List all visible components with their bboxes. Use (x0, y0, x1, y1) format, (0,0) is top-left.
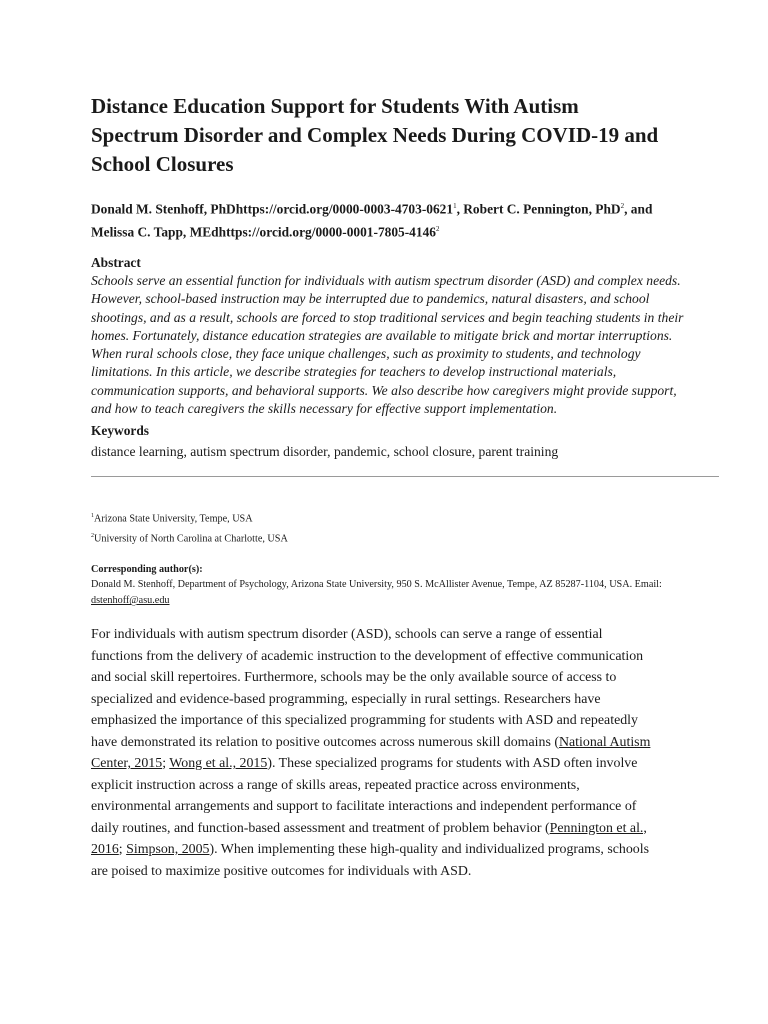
keywords-text: distance learning, autism spectrum disorder, pandemic, school closure, parent training (91, 444, 559, 460)
author-1-name: Donald M. Stenhoff, PhD (91, 201, 236, 217)
affiliation-1-mark: 1 (91, 513, 94, 520)
citation-separator: ; (118, 842, 127, 858)
body-text-part-1: For individuals with autism spectrum disorder (ASD), schools can serve a range of essential functions from the delivery of academic instruction to the development of effective communication and social skill repertoires. Furthermore, schools may be the only available source of access to specialized and evidence-based programming, especially in rural settings. Researchers have emphasized the importance of this specialized programming for students with ASD and repeatedly have demonstrated its relation to positive outcomes across numerous skill domains ( (91, 627, 644, 750)
affiliation-2 (91, 528, 718, 547)
citation-separator: ; (162, 756, 170, 772)
author-line (91, 196, 691, 243)
citation-link-nac-2015[interactable]: National Autism Center, 2015 (91, 734, 651, 772)
author-2-affiliation-mark: 2 (620, 202, 625, 210)
affiliations (91, 508, 718, 547)
author-3-name: , and Melissa C. Tapp, MEd (91, 201, 653, 240)
corresponding-author-email[interactable]: dstenhoff@asu.edu (91, 595, 170, 607)
affiliation-1-text: Arizona State University, Tempe, USA (94, 513, 253, 525)
keywords-heading: Keywords (91, 423, 150, 439)
author-1-affiliation-mark: 1 (453, 202, 457, 210)
author-1-orcid-link[interactable]: https://orcid.org/0000-0003-4703-0621 (235, 201, 454, 217)
author-3-orcid-link[interactable]: https://orcid.org/0000-0001-7805-4146 (218, 224, 436, 240)
affiliation-2-mark: 2 (91, 532, 94, 539)
abstract-text: Schools serve an essential function for individuals with autism spectrum disorder (ASD) and complex needs. However, school-based instruction may be interrupted due to pandemics, natural disasters, and school shootings, and as a result, schools are forced to stop traditional services and begin teaching students in their homes. Fortunately, distance education strategies are available to mitigate brick and mortar interruptions. When rural schools close, they face unique challenges, such as proximity to students, and technology limitations. In this article, we describe strategies for teachers to develop instructional materials, communication supports, and behavioral supports. We also describe how caregivers might provide support, and how to teach caregivers the skills necessary for effective support implementation. (91, 272, 684, 417)
citation-link-wong-2015[interactable]: Wong et al., 2015 (169, 756, 268, 772)
section-divider (91, 476, 719, 477)
author-2-name: , Robert C. Pennington, PhD (456, 201, 621, 217)
body-text-part-3: ). When implementing these high-quality and individualized programs, schools are poised to maximize positive outcomes for individuals with ASD. (91, 842, 650, 879)
author-3-affiliation-mark: 2 (435, 225, 440, 234)
citation-link-pennington-2016[interactable]: Pennington et al., 2016 (91, 820, 647, 858)
corresponding-author-details: Donald M. Stenhoff, Department of Psychology, Arizona State University, 950 S. McAllister Avenue, Tempe, AZ 85287-1104, USA. Email: (91, 579, 662, 591)
affiliation-1 (91, 508, 718, 527)
article-title: Distance Education Support for Students With Autism Spectrum Disorder and Complex Needs During COVID-19 and School Closures (91, 94, 659, 176)
citation-link-simpson-2005[interactable]: Simpson, 2005 (126, 842, 210, 858)
corresponding-author-heading: Corresponding author(s): (91, 564, 203, 576)
body-paragraph (91, 624, 653, 882)
affiliation-2-text: University of North Carolina at Charlotte, USA (94, 533, 288, 545)
body-text-part-2: ). These specialized programs for students with ASD often involve explicit instruction across a range of skills areas, repeated practice across environments, environmental arrangements and support to facilitate interactions and independent performance of daily routines, and function-based assessment and treatment of problem behavior ( (91, 756, 638, 836)
abstract-heading: Abstract (91, 254, 141, 270)
corresponding-author-text (91, 577, 681, 609)
